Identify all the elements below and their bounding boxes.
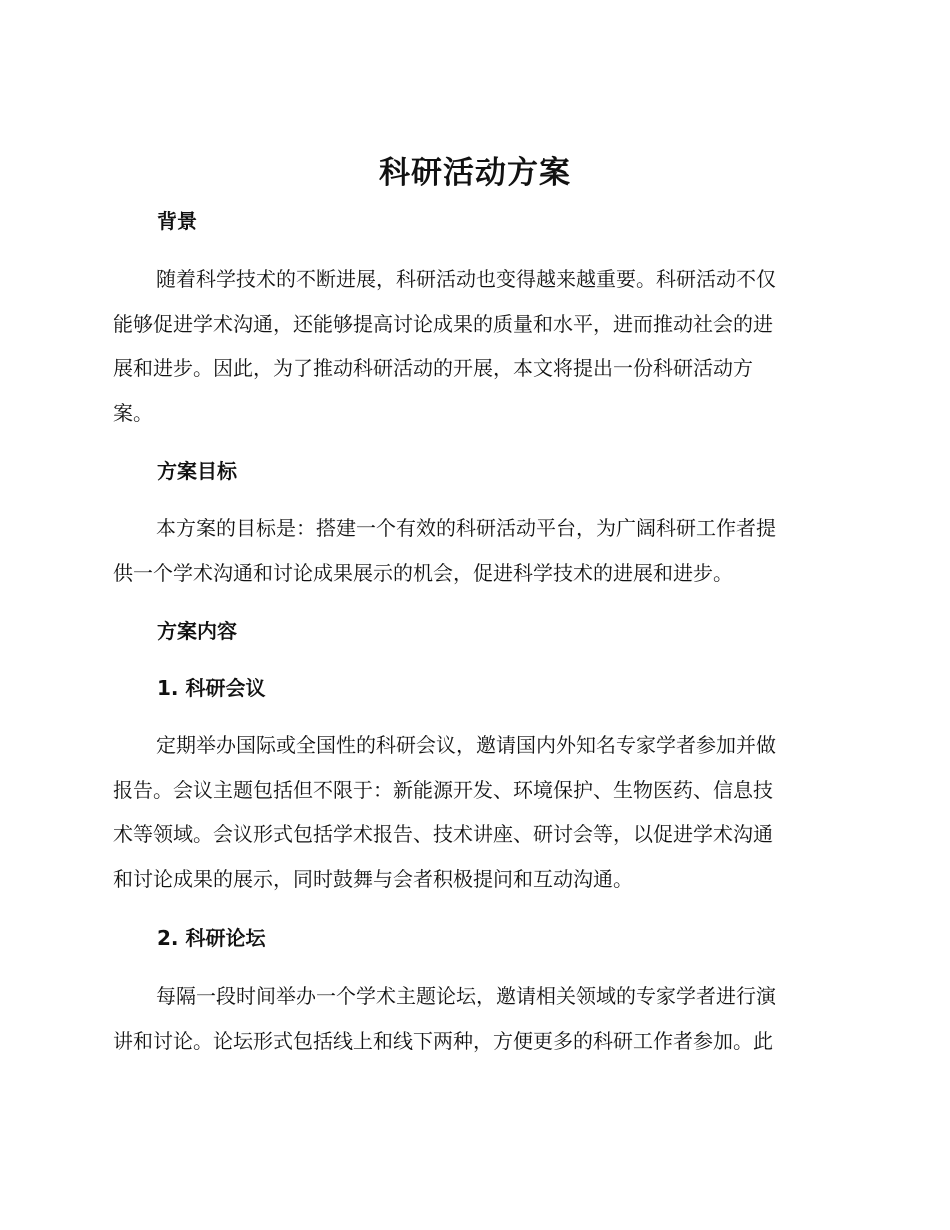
section-heading-content: 方案内容 [157,619,237,643]
paragraph-line: 报告。会议主题包括但不限于：新能源开发、环境保护、生物医药、信息技 [113,777,773,802]
paragraph-line: 术等领域。会议形式包括学术报告、技术讲座、研讨会等，以促进学术沟通 [113,822,773,846]
paragraph-line: 展和进步。因此，为了推动科研活动的开展，本文将提出一份科研活动方 [113,356,753,380]
paragraph-line: 供一个学术沟通和讨论成果展示的机会，促进科学技术的进展和进步。 [113,560,733,585]
subsection-heading-forum: 2. 科研论坛 [157,926,266,950]
paragraph-line: 本方案的目标是：搭建一个有效的科研活动平台，为广阔科研工作者提 [156,516,776,540]
paragraph-line: 讲和讨论。论坛形式包括线上和线下两种，方便更多的科研工作者参加。此 [113,1028,773,1053]
forum-paragraph [113,974,833,1063]
section-heading-goal: 方案目标 [157,459,237,483]
paragraph-line: 随着科学技术的不断进展，科研活动也变得越来越重要。科研活动不仅 [156,267,776,291]
paragraph-line: 每隔一段时间举办一个学术主题论坛，邀请相关领域的专家学者进行演 [156,984,776,1008]
background-paragraph [113,257,833,435]
paragraph-line: 能够促进学术沟通，还能够提高讨论成果的质量和水平，进而推动社会的进 [113,311,773,336]
subsection-heading-conference: 1. 科研会议 [157,676,266,700]
paragraph-line: 案。 [113,400,153,425]
document-title: 科研活动方案 [379,155,571,191]
section-heading-background: 背景 [157,209,197,233]
paragraph-line: 和讨论成果的展示，同时鼓舞与会者积极提问和互动沟通。 [113,866,633,891]
conference-paragraph [113,723,833,901]
goal-paragraph [113,506,833,595]
paragraph-line: 定期举办国际或全国性的科研会议，邀请国内外知名专家学者参加并做 [156,733,776,757]
